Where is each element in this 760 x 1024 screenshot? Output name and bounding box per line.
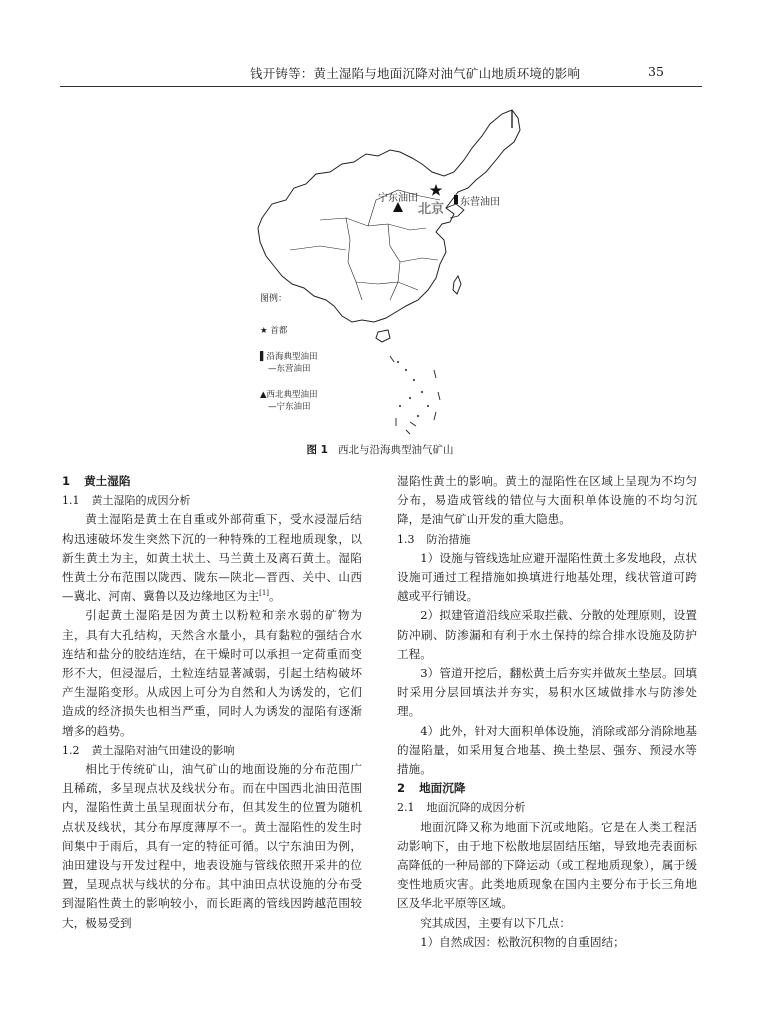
section-2-heading: 2 地面沉降: [397, 781, 466, 796]
measure-item: 1）设施与管线选址应避开湿陷性黄土多发地段，点状设施可通过工程措施如换填进行地基处理，线状管道可跨越或平行铺设。: [397, 550, 697, 604]
citation-ref: [1]: [259, 589, 270, 598]
legend-title: 图例：: [260, 294, 288, 304]
legend-northwest-sub: —宁东油田: [268, 402, 311, 412]
legend-northwest: ▲西北典型油田: [260, 390, 318, 400]
figure-map: [250, 100, 530, 440]
running-head: [0, 64, 760, 84]
header-rule: [60, 86, 702, 87]
taiwan-island: [453, 276, 461, 294]
figure-number: 图 1: [306, 444, 328, 456]
paragraph: 湿陷性黄土的影响。黄土的湿陷性在区域上呈现为不均匀分布，易造成管线的错位与大面积单体设施的不均匀沉降，是油气矿山开发的重大隐患。: [397, 474, 697, 527]
ningdong-label: 宁东油田: [378, 193, 418, 204]
beijing-label: 北京: [418, 202, 445, 217]
running-head-title: 钱开铸等：黄土湿陷与地面沉降对油气矿山地质环境的影响: [250, 66, 581, 81]
right-column: [397, 472, 697, 952]
paragraph: 引起黄土湿陷是因为黄土以粉粒和亲水弱的矿物为主，具有大孔结构，天然含水量小，具有黏粒的强结合水连结和盐分的胶结连结，在干燥时可以承担一定荷重而变形不大，但浸湿后，土粒连结显著减弱，引起土结构破坏产生湿陷变形。从成因上可分为自然和人为诱发的，它们造成的经济损失也相当严重，同时人为诱发的湿陷有逐渐增多的趋势。: [62, 608, 362, 738]
left-column: [62, 472, 362, 933]
figure-caption-text: 西北与沿海典型油气矿山: [337, 444, 454, 456]
paragraph: 1）自然成因：松散沉积物的自重固结；: [420, 934, 625, 949]
page-number: 35: [648, 64, 664, 79]
measure-item: 3）管道开挖后，翻松黄土后夯实并做灰土垫层。回填时采用分层回填法并夯实，易积水区域做排水与防渗处理。: [397, 666, 697, 719]
legend-coastal-sub: —东营油田: [268, 364, 311, 374]
map-legend: [260, 293, 318, 413]
measure-item: 2）拟建管道沿线应采取拦截、分散的处理原则，设置防冲刷、防渗漏和有利于水土保持的综合排水设施及防护工程。: [397, 608, 697, 661]
section-1-heading: 1 黄土湿陷: [62, 474, 131, 488]
hainan-island: [376, 330, 390, 342]
section-1-3-heading: 1.3 防治措施: [397, 532, 471, 546]
china-border: [258, 110, 520, 322]
paragraph: 黄土湿陷是黄土在自重或外部荷重下，受水浸湿后结构迅速破坏发生突然下沉的一种特殊的工程地质现象，以新生黄土为主，如黄土状土、马兰黄土及离石黄土。湿陷性黄土分布范围以陇西、陇东—陕北—晋西、关中、山西—冀北、河南、冀鲁以及边缘地区为主[1]。: [62, 512, 362, 604]
dongying-marker: [454, 195, 458, 204]
section-1-1-heading: 1.1 黄土湿陷的成因分析: [62, 494, 191, 508]
paragraph: 究其成因，主要有以下几点：: [420, 915, 571, 930]
measure-item: 4）此外，针对大面积单体设施，消除或部分消除地基的湿陷量，如采用复合地基、换土垫层、强夯、预浸水等措施。: [397, 723, 697, 777]
legend-coastal: ▌沿海典型油田: [260, 352, 318, 362]
paragraph: 相比于传统矿山，油气矿山的地面设施的分布范围广且稀疏，多呈现点状及线状分布。而在中国西北油田范围内，湿陷性黄土虽呈现面状分布，但其发生的位置为随机点状及线状，其分布厚度薄厚不一。黄土湿陷性的发生时间集中于雨后，具有一定的特征可循。以宁东油田为例，油田建设与开发过程中，地表设施与管线依照开采井的位置，呈现点状与线状的分布。其中油田点状设施的分布受到湿陷性黄土的影响较小，而长距离的管线因跨越范围较大，极易受到: [62, 762, 362, 930]
section-2-1-heading: 2.1 地面沉降的成因分析: [397, 801, 526, 815]
beijing-star: [430, 184, 443, 196]
figure-caption: [0, 442, 760, 457]
dongying-label: 东营油田: [460, 197, 500, 208]
legend-capital: ★ 首都: [260, 326, 288, 336]
south-sea-islands: [397, 361, 429, 417]
section-1-2-heading: 1.2 黄土湿陷对油气田建设的影响: [62, 743, 235, 757]
paragraph: 地面沉降又称为地面下沉或地陷。它是在人类工程活动影响下，由于地下松散地层固结压缩，导致地壳表面标高降低的一种局部的下降运动（或工程地质现象），属于缓变性地质灾害。此类地质现象在国内主要分布于长三角地区及华北平原等区域。: [397, 819, 697, 911]
